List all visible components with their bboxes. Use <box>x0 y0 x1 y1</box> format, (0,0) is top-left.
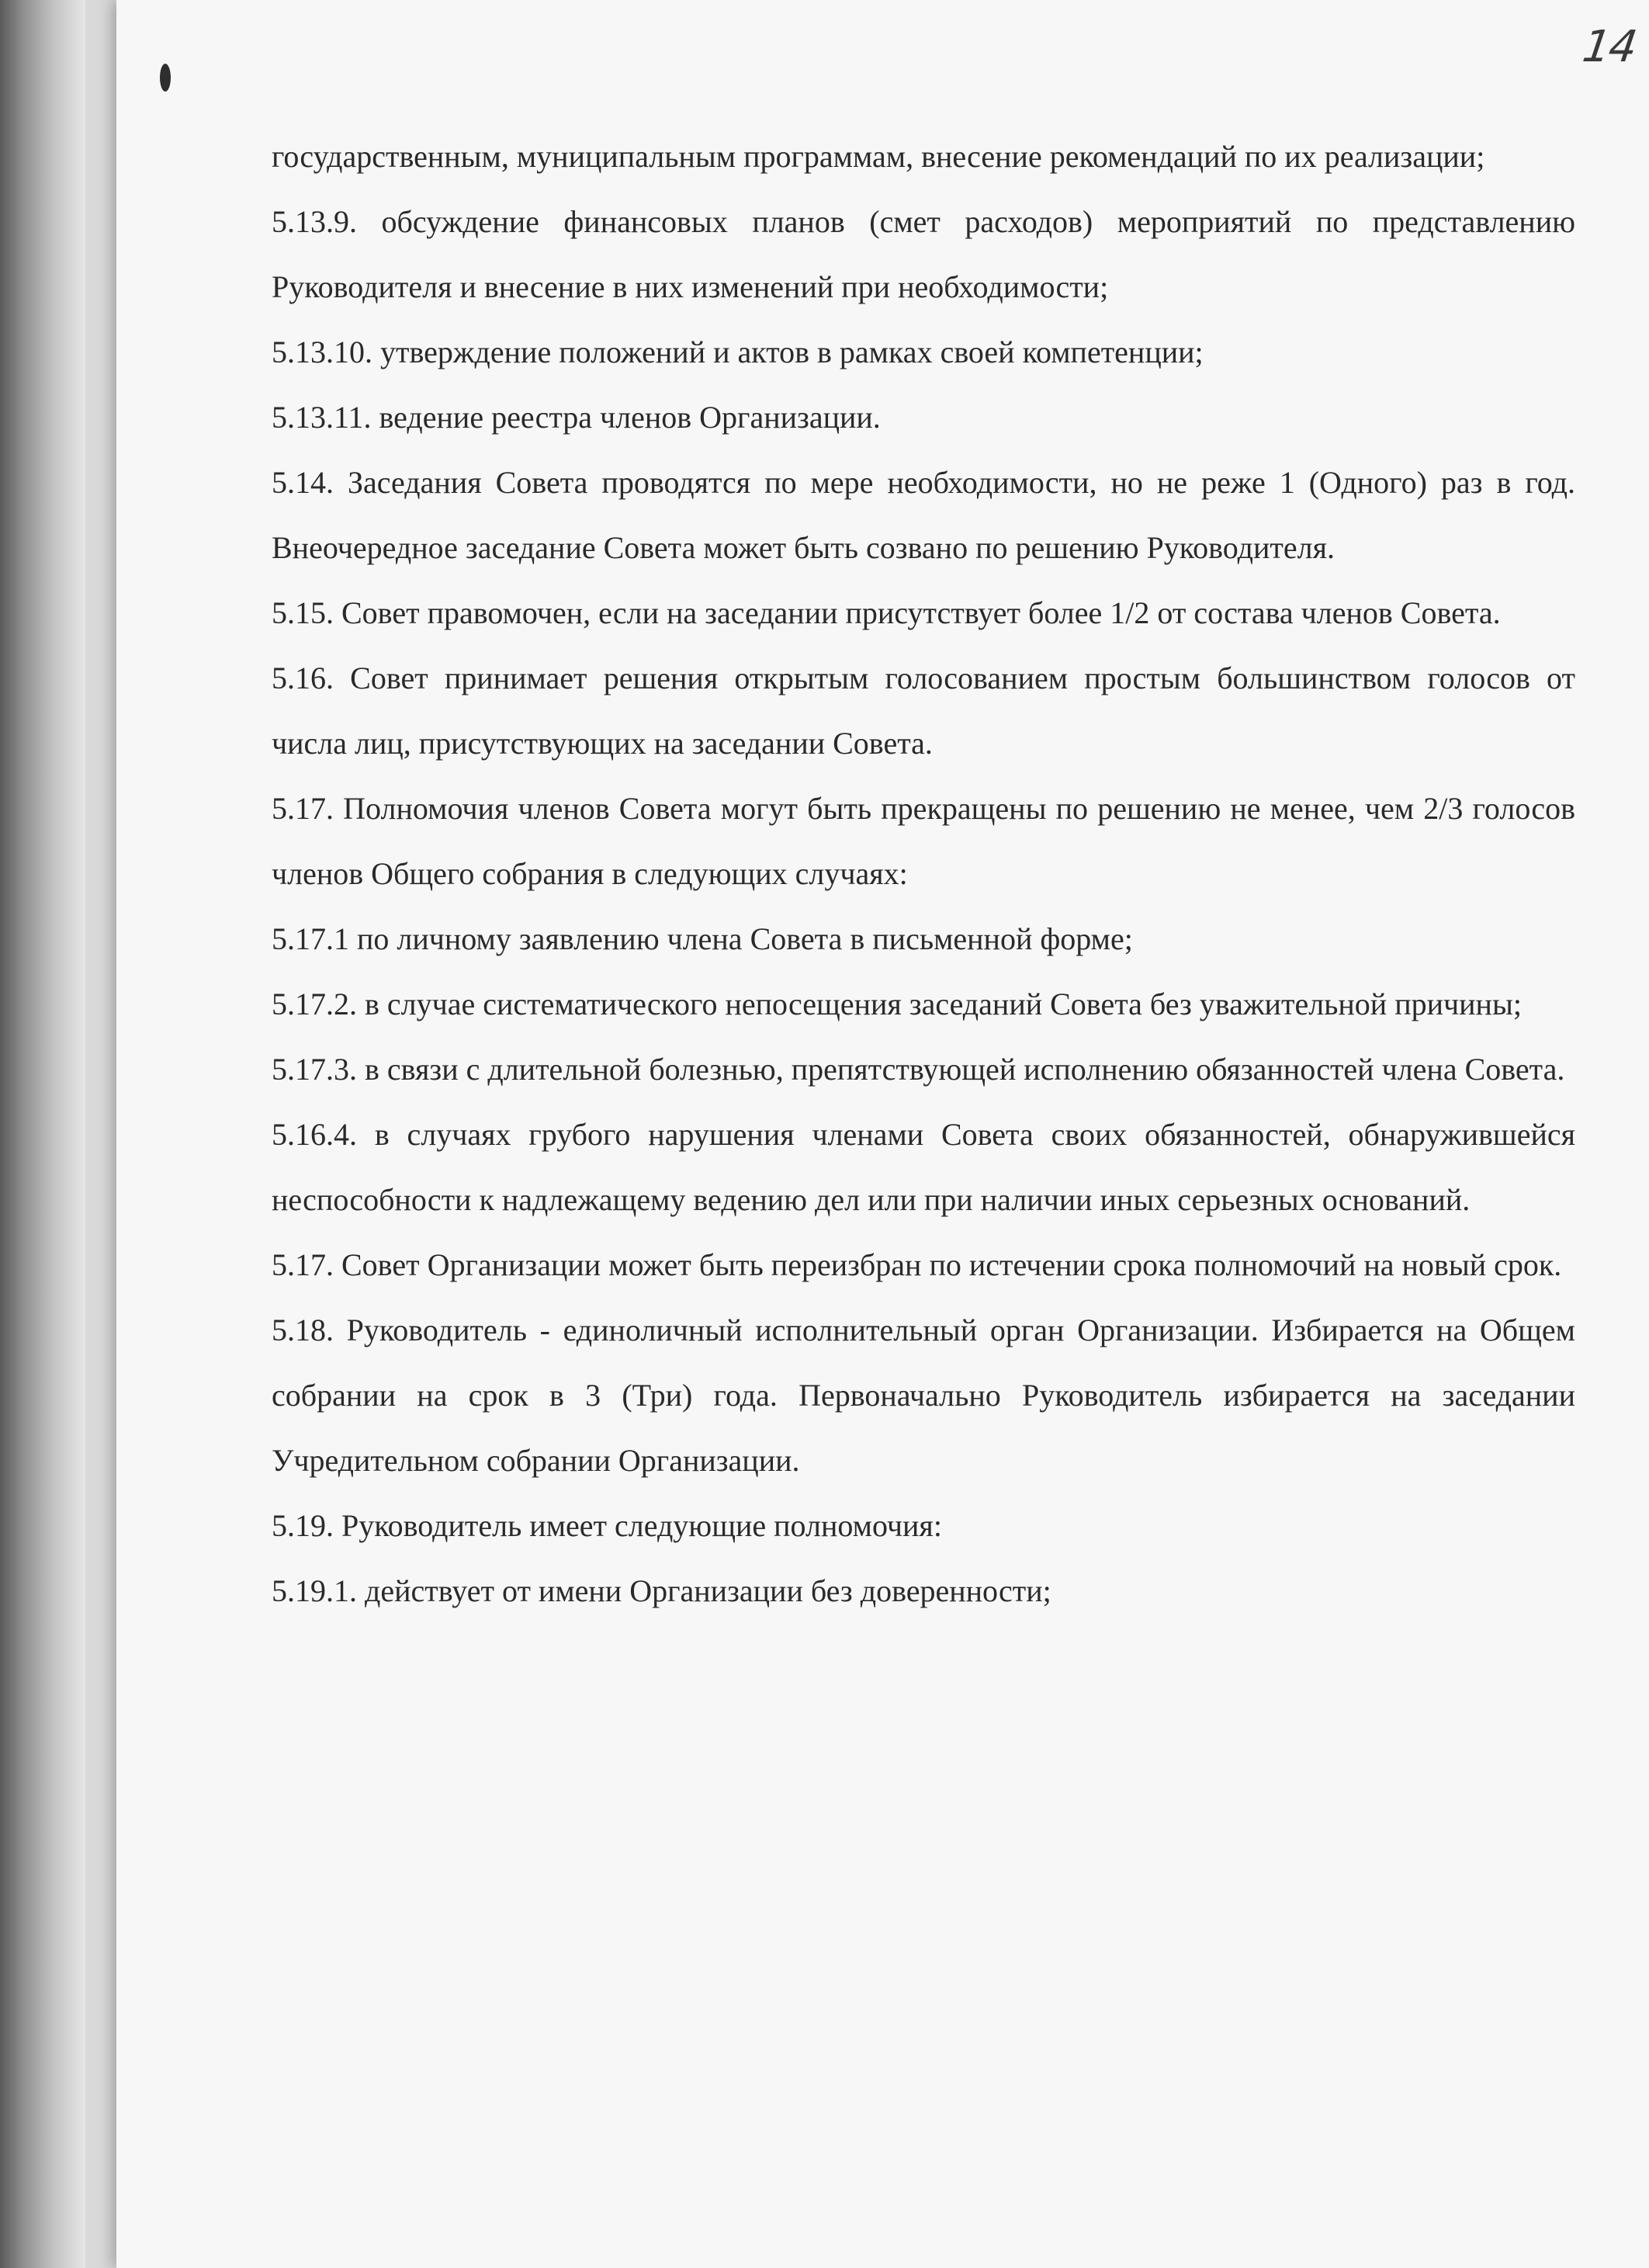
paragraph: 5.17.1 по личному заявлению члена Совета в письменной форме; <box>272 921 1133 956</box>
paragraph: 5.17. Полномочия членов Совета могут быть прекращены по решению не менее, чем 2/3 голосов членов Общего собрания в следующих случаях: <box>272 791 1575 891</box>
paragraph: 5.15. Совет правомочен, если на заседании присутствует более 1/2 от состава членов Совета. <box>272 595 1501 630</box>
page-number: 14 <box>1579 22 1639 72</box>
paragraph: 5.13.11. ведение реестра членов Организации. <box>272 400 881 435</box>
paragraph: 5.19.1. действует от имени Организации без доверенности; <box>272 1573 1051 1608</box>
scanner-edge <box>0 0 85 2268</box>
paragraph: 5.17.3. в связи с длительной болезнью, препятствующей исполнению обязанностей члена Совета. <box>272 1052 1565 1087</box>
paragraph: 5.13.10. утверждение положений и актов в рамках своей компетенции; <box>272 335 1204 369</box>
punch-hole <box>160 64 171 92</box>
paragraph: 5.13.9. обсуждение финансовых планов (смет расходов) мероприятий по представлению Руководителя и внесение в них изменений при необходимости; <box>272 204 1575 304</box>
paragraph: 5.18. Руководитель - единоличный исполнительный орган Организации. Избирается на Общем собрании на срок в 3 (Три) года. Первоначально Руководитель избирается на заседании Учредительном собрании Организации. <box>272 1313 1575 1478</box>
paragraph: 5.16.4. в случаях грубого нарушения членами Совета своих обязанностей, обнаружившейся неспособности к надлежащему ведению дел или при наличии иных серьезных оснований. <box>272 1117 1575 1217</box>
paragraph: 5.17.2. в случае систематического непосещения заседаний Совета без уважительной причины; <box>272 987 1522 1021</box>
document-body <box>272 124 1575 1624</box>
paragraph: 5.17. Совет Организации может быть переизбран по истечении срока полномочий на новый срок. <box>272 1247 1562 1282</box>
paragraph: 5.16. Совет принимает решения открытым голосованием простым большинством голосов от числа лиц, присутствующих на заседании Совета. <box>272 661 1575 761</box>
paragraph: государственным, муниципальным программам, внесение рекомендаций по их реализации; <box>272 139 1485 174</box>
paragraph: 5.19. Руководитель имеет следующие полномочия: <box>272 1508 942 1543</box>
paragraph: 5.14. Заседания Совета проводятся по мере необходимости, но не реже 1 (Одного) раз в год. Внеочередное заседание Совета может быть созвано по решению Руководителя. <box>272 465 1575 565</box>
